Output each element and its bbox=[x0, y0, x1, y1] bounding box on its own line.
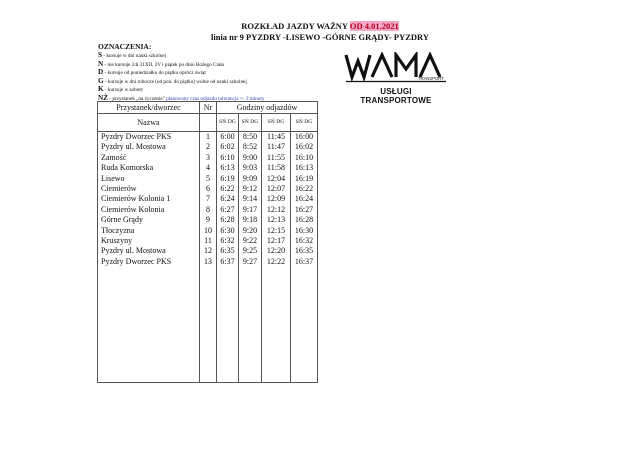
departure-time: 16:24 bbox=[291, 194, 318, 204]
course-code: SŃ DG bbox=[217, 114, 239, 132]
empty-cell bbox=[291, 330, 318, 340]
departure-time: 16:37 bbox=[291, 257, 318, 267]
departure-time: 16:00 bbox=[291, 132, 318, 143]
company-logo bbox=[344, 52, 448, 105]
empty-cell bbox=[200, 309, 217, 319]
departure-time: 6:00 bbox=[217, 132, 239, 143]
empty-cell bbox=[98, 350, 200, 360]
legend-code: NŻ bbox=[98, 93, 108, 102]
empty-cell bbox=[217, 288, 239, 298]
legend-note: planowany czas odjazdu tolerancja +- 3 minuty bbox=[166, 95, 265, 102]
legend-code: N bbox=[98, 59, 104, 68]
table-row bbox=[98, 226, 318, 236]
empty-row bbox=[98, 340, 318, 350]
empty-cell bbox=[217, 278, 239, 288]
stop-name: Pyzdry Dworzec PKS bbox=[98, 132, 200, 143]
departure-time: 12:17 bbox=[262, 236, 291, 246]
logo-subtitle: USŁUGI TRANSPORTOWE bbox=[360, 87, 432, 105]
empty-cell bbox=[217, 361, 239, 371]
empty-cell bbox=[262, 309, 291, 319]
departure-time: 6:19 bbox=[217, 174, 239, 184]
empty-cell bbox=[262, 298, 291, 308]
departure-time: 9:17 bbox=[239, 205, 262, 215]
departure-time: 9:18 bbox=[239, 215, 262, 225]
empty-cell bbox=[239, 361, 262, 371]
table-row bbox=[98, 153, 318, 163]
legend-item bbox=[98, 61, 264, 70]
stop-name: Ciemierów bbox=[98, 184, 200, 194]
empty-cell bbox=[291, 371, 318, 382]
departure-time: 9:03 bbox=[239, 163, 262, 173]
empty-cell bbox=[239, 288, 262, 298]
departure-time: 6:35 bbox=[217, 246, 239, 256]
empty-cell bbox=[98, 319, 200, 329]
legend-heading: OZNACZENIA: bbox=[98, 42, 152, 51]
empty-cell bbox=[98, 371, 200, 382]
departure-time: 12:20 bbox=[262, 246, 291, 256]
legend-text: - kursuje od poniedziałku do piątku oprócz świąt bbox=[104, 70, 206, 77]
empty-cell bbox=[262, 340, 291, 350]
departure-time: 8:52 bbox=[239, 142, 262, 152]
legend-text: - kursuje w dni nauki szkolnej bbox=[103, 53, 166, 59]
empty-cell bbox=[239, 319, 262, 329]
stop-nr: 13 bbox=[200, 257, 217, 267]
table-row bbox=[98, 246, 318, 256]
empty-cell bbox=[291, 298, 318, 308]
stop-name: Ciemierów Kolonia 1 bbox=[98, 194, 200, 204]
empty-cell bbox=[217, 309, 239, 319]
departure-time: 9:00 bbox=[239, 153, 262, 163]
empty-cell bbox=[98, 340, 200, 350]
departure-time: 16:27 bbox=[291, 205, 318, 215]
table-row bbox=[98, 194, 318, 204]
stop-nr: 12 bbox=[200, 246, 217, 256]
empty-cell bbox=[239, 371, 262, 382]
departure-time: 11:58 bbox=[262, 163, 291, 173]
departure-time: 9:09 bbox=[239, 174, 262, 184]
table-row bbox=[98, 174, 318, 184]
departure-time: 16:02 bbox=[291, 142, 318, 152]
empty-cell bbox=[200, 371, 217, 382]
empty-row bbox=[98, 330, 318, 340]
empty-cell bbox=[291, 288, 318, 298]
stop-nr: 10 bbox=[200, 226, 217, 236]
empty-cell bbox=[262, 371, 291, 382]
empty-cell bbox=[98, 330, 200, 340]
departure-time: 16:32 bbox=[291, 236, 318, 246]
stop-name: Tłoczyzna bbox=[98, 226, 200, 236]
empty-cell bbox=[291, 319, 318, 329]
empty-cell bbox=[200, 340, 217, 350]
stop-name-header: Nazwa bbox=[98, 114, 200, 132]
departure-time: 11:55 bbox=[262, 153, 291, 163]
empty-cell bbox=[239, 350, 262, 360]
stop-nr: 4 bbox=[200, 163, 217, 173]
empty-cell bbox=[262, 267, 291, 277]
table-row bbox=[98, 215, 318, 225]
empty-cell bbox=[262, 350, 291, 360]
stop-name: Górne Grądy bbox=[98, 215, 200, 225]
empty-cell bbox=[217, 371, 239, 382]
course-code: SŃ DG bbox=[239, 114, 262, 132]
times-header: Godziny odjazdów bbox=[217, 102, 318, 114]
stop-name: Pyzdry ul. Mostowa bbox=[98, 142, 200, 152]
empty-cell bbox=[217, 350, 239, 360]
empty-cell bbox=[217, 298, 239, 308]
departure-time: 6:30 bbox=[217, 226, 239, 236]
empty-cell bbox=[217, 319, 239, 329]
legend-text: - kursuje w soboty bbox=[104, 87, 144, 94]
empty-cell bbox=[217, 340, 239, 350]
departure-time: 6:28 bbox=[217, 215, 239, 225]
stop-name: Lisewo bbox=[98, 174, 200, 184]
empty-cell bbox=[239, 267, 262, 277]
stop-nr: 11 bbox=[200, 236, 217, 246]
legend-item bbox=[98, 69, 264, 78]
empty-cell bbox=[98, 361, 200, 371]
legend bbox=[98, 42, 264, 104]
stop-name: Kruszyny bbox=[98, 236, 200, 246]
empty-row bbox=[98, 350, 318, 360]
stop-nr: 9 bbox=[200, 215, 217, 225]
empty-row bbox=[98, 267, 318, 277]
timetable-title bbox=[0, 21, 640, 31]
table-row bbox=[98, 205, 318, 215]
legend-code: G bbox=[98, 76, 104, 85]
stop-name: Ruda Komorska bbox=[98, 163, 200, 173]
table-row bbox=[98, 236, 318, 246]
legend-code: K bbox=[98, 85, 104, 94]
departure-time: 16:19 bbox=[291, 174, 318, 184]
stop-nr: 5 bbox=[200, 174, 217, 184]
empty-row bbox=[98, 309, 318, 319]
empty-cell bbox=[98, 278, 200, 288]
empty-cell bbox=[291, 340, 318, 350]
empty-row bbox=[98, 298, 318, 308]
table-row bbox=[98, 132, 318, 143]
legend-code: S bbox=[98, 51, 102, 59]
table-row bbox=[98, 257, 318, 267]
departure-time: 9:12 bbox=[239, 184, 262, 194]
empty-cell bbox=[200, 267, 217, 277]
departure-time: 6:32 bbox=[217, 236, 239, 246]
nr-header: Nr bbox=[200, 102, 217, 114]
empty-cell bbox=[200, 288, 217, 298]
empty-cell bbox=[291, 309, 318, 319]
stop-nr: 6 bbox=[200, 184, 217, 194]
departure-time: 9:14 bbox=[239, 194, 262, 204]
stop-nr: 2 bbox=[200, 142, 217, 152]
departure-time: 16:28 bbox=[291, 215, 318, 225]
empty-row bbox=[98, 371, 318, 382]
departure-time: 9:25 bbox=[239, 246, 262, 256]
legend-item bbox=[98, 78, 264, 87]
empty-cell bbox=[262, 278, 291, 288]
departure-time: 11:45 bbox=[262, 132, 291, 143]
empty-cell bbox=[98, 309, 200, 319]
title-prefix: ROZKŁAD JAZDY WAŻNY bbox=[241, 21, 348, 31]
departure-time: 12:15 bbox=[262, 226, 291, 236]
departure-time: 6:24 bbox=[217, 194, 239, 204]
stop-group-header: Przystanek/dworzec bbox=[98, 102, 200, 114]
timetable bbox=[97, 101, 318, 383]
departure-time: 6:22 bbox=[217, 184, 239, 194]
stop-name: Ciemierów Kolonia bbox=[98, 205, 200, 215]
empty-cell bbox=[291, 350, 318, 360]
empty-cell bbox=[262, 288, 291, 298]
empty-cell bbox=[291, 361, 318, 371]
empty-cell bbox=[239, 278, 262, 288]
departure-time: 8:50 bbox=[239, 132, 262, 143]
empty-row bbox=[98, 278, 318, 288]
empty-cell bbox=[217, 330, 239, 340]
legend-item bbox=[98, 86, 264, 95]
departure-time: 12:13 bbox=[262, 215, 291, 225]
logo-tagline: TRANSPORT bbox=[418, 76, 444, 81]
empty-cell bbox=[239, 309, 262, 319]
empty-cell bbox=[262, 319, 291, 329]
empty-cell bbox=[200, 278, 217, 288]
stop-nr: 8 bbox=[200, 205, 217, 215]
departure-time: 9:20 bbox=[239, 226, 262, 236]
empty-cell bbox=[200, 350, 217, 360]
departure-time: 6:37 bbox=[217, 257, 239, 267]
departure-time: 11:47 bbox=[262, 142, 291, 152]
departure-time: 12:12 bbox=[262, 205, 291, 215]
empty-cell bbox=[98, 267, 200, 277]
departure-time: 12:09 bbox=[262, 194, 291, 204]
empty-cell bbox=[239, 298, 262, 308]
departure-time: 9:27 bbox=[239, 257, 262, 267]
empty-cell bbox=[200, 298, 217, 308]
legend-code: D bbox=[98, 68, 104, 77]
stop-nr: 3 bbox=[200, 153, 217, 163]
empty-cell bbox=[98, 298, 200, 308]
legend-text: - kursuje w dni robocze (od pon. do piątku) wolne od nauki szkolnej bbox=[104, 78, 247, 85]
empty-cell bbox=[239, 330, 262, 340]
departure-time: 6:10 bbox=[217, 153, 239, 163]
stop-nr: 1 bbox=[200, 132, 217, 143]
departure-time: 6:02 bbox=[217, 142, 239, 152]
departure-time: 16:10 bbox=[291, 153, 318, 163]
departure-time: 9:22 bbox=[239, 236, 262, 246]
table-row bbox=[98, 163, 318, 173]
legend-text: - przystanek „na życzenie" bbox=[109, 95, 165, 102]
departure-time: 16:30 bbox=[291, 226, 318, 236]
valid-from-highlight: OD 4.01.2021 bbox=[349, 21, 399, 31]
empty-cell bbox=[239, 340, 262, 350]
course-code: SŃ DG bbox=[262, 114, 291, 132]
empty-cell bbox=[262, 330, 291, 340]
stop-name: Zamość bbox=[98, 153, 200, 163]
empty-cell bbox=[200, 319, 217, 329]
nr-header-spacer bbox=[200, 114, 217, 132]
stop-name: Pyzdry Dworzec PKS bbox=[98, 257, 200, 267]
empty-row bbox=[98, 361, 318, 371]
course-code: SŃ DG bbox=[291, 114, 318, 132]
empty-cell bbox=[291, 278, 318, 288]
empty-cell bbox=[200, 361, 217, 371]
empty-row bbox=[98, 319, 318, 329]
line-title: linia nr 9 PYZDRY -LISEWO -GÓRNE GRĄDY- PYZDRY bbox=[211, 32, 429, 42]
empty-cell bbox=[217, 267, 239, 277]
departure-time: 6:27 bbox=[217, 205, 239, 215]
table-row bbox=[98, 184, 318, 194]
empty-cell bbox=[98, 288, 200, 298]
stop-nr: 7 bbox=[200, 194, 217, 204]
departure-time: 16:13 bbox=[291, 163, 318, 173]
departure-time: 12:04 bbox=[262, 174, 291, 184]
departure-time: 12:07 bbox=[262, 184, 291, 194]
legend-item bbox=[98, 52, 264, 61]
empty-cell bbox=[291, 267, 318, 277]
departure-time: 16:22 bbox=[291, 184, 318, 194]
empty-row bbox=[98, 288, 318, 298]
table-row bbox=[98, 142, 318, 152]
departure-time: 6:13 bbox=[217, 163, 239, 173]
legend-text: - nie kursuje 24i 31XII, 2V i piątek po dniu Bożego Ciała bbox=[104, 61, 224, 68]
departure-time: 12:22 bbox=[262, 257, 291, 267]
empty-cell bbox=[200, 330, 217, 340]
wama-logo-mark bbox=[344, 52, 448, 86]
empty-cell bbox=[262, 361, 291, 371]
stop-name: Pyzdry ul. Mostowa bbox=[98, 246, 200, 256]
departure-time: 16:35 bbox=[291, 246, 318, 256]
